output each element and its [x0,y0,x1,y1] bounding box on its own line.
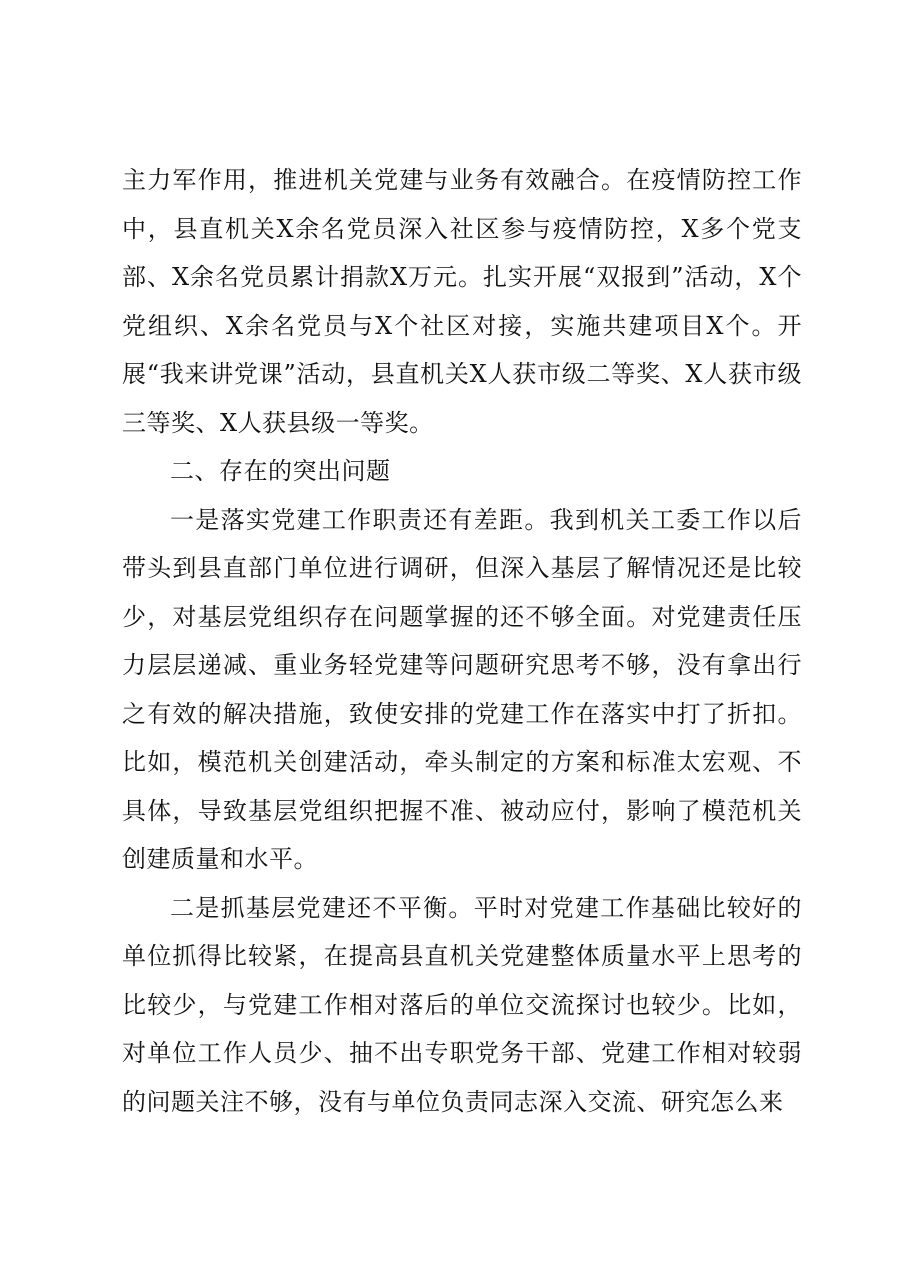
paragraph-problem-two: 二是抓基层党建还不平衡。平时对党建工作基础比较好的单位抓得比较紧，在提高县直机关党建整体质量水平上思考的比较少，与党建工作相对落后的单位交流探讨也较少。比如，对单位工作人员少、抽不出专职党务干部、党建工作相对较弱的问题关注不够，没有与单位负责同志深入交流、研究怎么来 [122,893,802,1116]
paragraph-continuation: 主力军作用，推进机关党建与业务有效融合。在疫情防控工作中，县直机关X余名党员深入社区参与疫情防控，X多个党支部、X余名党员累计捐款X万元。扎实开展“双报到”活动，X个党组织、X余名党员与X个社区对接，实施共建项目X个。开展“我来讲党课”活动，县直机关X人获市级二等奖、X人获市级三等奖、X人获县级一等奖。 [122,166,802,437]
section-heading: 二、存在的突出问题 [170,457,391,485]
document-body [122,156,802,1126]
paragraph-problem-one: 一是落实党建工作职责还有差距。我到机关工委工作以后带头到县直部门单位进行调研，但深入基层了解情况还是比较少，对基层党组织存在问题掌握的还不够全面。对党建责任压力层层递减、重业务轻党建等问题研究思考不够，没有拿出行之有效的解决措施，致使安排的党建工作在落实中打了折扣。比如，模范机关创建活动，牵头制定的方案和标准太宏观、不具体，导致基层党组织把握不准、被动应付，影响了模范机关创建质量和水平。 [122,505,802,873]
